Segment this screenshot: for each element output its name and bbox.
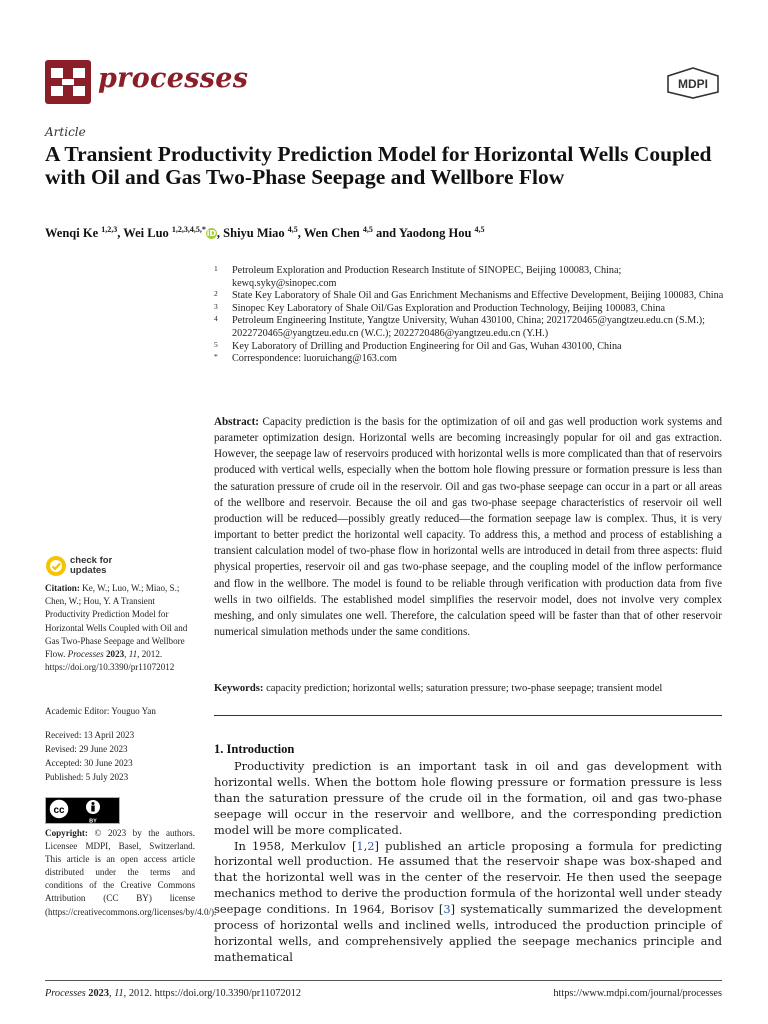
citation-doi[interactable]: , 2012. https://doi.org/10.3390/pr11072012 — [45, 649, 175, 673]
footer-journal: Processes — [45, 988, 86, 999]
affiliation-number: 1 — [214, 264, 218, 273]
citation-year: 2023 — [105, 649, 125, 660]
reference-link[interactable]: 3 — [443, 902, 451, 917]
divider — [214, 715, 722, 716]
affiliation-number: 5 — [214, 339, 218, 349]
affiliation-text: Correspondence: luoruichang@163.com — [232, 353, 397, 365]
affiliation-item — [214, 341, 724, 354]
cc-by-license-icon[interactable] — [45, 797, 120, 824]
section-heading: 1. Introduction — [214, 742, 295, 756]
affiliation-text: State Key Laboratory of Shale Oil and Gas Enrichment Mechanisms and Effective Development, Beijing 100083, China — [232, 290, 724, 302]
orcid-icon[interactable]: iD — [206, 229, 217, 239]
footer-year: 2023 — [88, 988, 109, 999]
citation: Citation: Ke, W.; Luo, W.; Miao, S.; Chen, W.; Hou, Y. A Transient Productivity Prediction Model for Horizontal Wells Coupled with Oil and Gas Two-Phase Seepage and Wellbore Flow. Processes 2023, 11, 2012. https://doi.org/10.3390/pr11072012 — [45, 583, 188, 673]
keywords-label: Keywords: — [214, 683, 264, 694]
abstract-label: Abstract: — [214, 416, 259, 428]
author-affil-sup: 4,5 — [287, 225, 298, 234]
text-run: , — [363, 838, 368, 853]
citation-volume: 11 — [128, 649, 138, 660]
keywords-text: capacity prediction; horizontal wells; saturation pressure; two-phase seepage; transient model — [266, 683, 663, 694]
check-updates-icon — [45, 555, 67, 577]
article-type: Article — [45, 125, 86, 139]
affiliation-text: Key Laboratory of Drilling and Production Engineering for Oil and Gas, Wuhan 430100, China — [232, 340, 622, 352]
mdpi-logo-icon — [666, 67, 720, 99]
affiliation-text: Petroleum Exploration and Production Research Institute of SINOPEC, Beijing 100083, China; kewq.syky@sinopec.com — [232, 265, 622, 289]
copyright-text: © 2023 by the authors. Licensee MDPI, Basel, Switzerland. This article is an open access article distributed under the terms and conditions of the Creative Commons Attribution (CC BY) license (https://creativecommons.org/licenses/by/4.0/). — [45, 828, 217, 917]
correspondence — [214, 353, 724, 366]
author: Wei Luo — [123, 226, 169, 241]
author-affil-sup: 1,2,3,4,5,* — [171, 225, 206, 234]
affiliation-number: 4 — [214, 314, 218, 324]
academic-editor: Academic Editor: Youguo Yan — [45, 706, 156, 716]
citation-text: Ke, W.; Luo, W.; Miao, S.; Chen, W.; Hou, Y. A Transient Productivity Prediction Model for Horizontal Wells Coupled with Oil and Gas Two-Phase Seepage and Wellbore Flow. — [45, 583, 188, 660]
text-run: ] published an article proposing a formula for predicting horizontal well production. He assumed that the reservoir shape was box-shaped and that the horizontal well was in the center of the reservoir. He then used the seepage mechanics method to derive the production formula of the horizontal well under steady seepage conditions. In 1964, Borisov [ — [214, 838, 722, 917]
citation-label: Citation: — [45, 583, 80, 593]
footer-divider — [45, 980, 722, 981]
paper-title: A Transient Productivity Prediction Model for Horizontal Wells Coupled with Oil and Gas Two-Phase Seepage and Wellbore Flow — [45, 142, 712, 189]
affiliation-text: Petroleum Engineering Institute, Yangtze University, Wuhan 430100, China; 2021720465@yangtzeu.edu.cn (S.M.); 2022720465@yangtzeu.edu.cn (W.C.); 2022720486@yangtzeu.edu.cn (Y.H.) — [232, 315, 705, 339]
journal-name: processes — [98, 63, 249, 94]
affiliation-item — [214, 265, 724, 290]
svg-text:cc: cc — [53, 805, 65, 816]
author-affil-sup: 1,2,3 — [101, 225, 118, 234]
affiliation-number: * — [214, 352, 218, 362]
author-list: Wenqi Ke $^{1,2,3}$, Wei Luo $^{1,2,3,4,5,*}$iD, Shiyu Miao $^{4,5}$, Wen Chen $^{4,5}$ and Yaodong Hou $^{4,5}$ — [45, 225, 485, 241]
svg-text:MDPI: MDPI — [678, 77, 708, 91]
paragraph: Productivity prediction is an important task in oil and gas development with horizontal wells. When the bottom hole flowing pressure or formation pressure is less than the saturation pressure of the crude oil in the formation, oil and gas two-phase seepage will occur in the reservoir and wellbore, and the corresponding prediction model will be more complicated. — [214, 759, 722, 837]
author: Wenqi Ke — [45, 226, 99, 241]
reference-link[interactable]: 2 — [367, 838, 375, 853]
date-revised: Revised: 29 June 2023 — [45, 744, 128, 754]
copyright-notice — [45, 827, 217, 919]
date-accepted: Accepted: 30 June 2023 — [45, 758, 133, 768]
author: Shiyu Miao — [223, 226, 285, 241]
affiliation-item — [214, 303, 724, 316]
footer-citation: Processes 2023, 11, 2012. https://doi.org/10.3390/pr11072012 — [45, 988, 302, 999]
check-for-updates-button[interactable] — [45, 555, 140, 579]
keywords — [214, 683, 722, 694]
author: Yaodong Hou — [398, 226, 472, 241]
affiliation-item — [214, 315, 724, 340]
publication-dates — [45, 728, 134, 784]
author: Wen Chen — [303, 226, 360, 241]
affiliations — [214, 265, 724, 366]
affiliation-number: 2 — [214, 289, 218, 299]
footer-volume: 11 — [114, 988, 124, 999]
text-run: ] systematically summarized the development process of horizontal wells and inclined wells, introduced the production principle of horizontal wells, and comprehensively applied the seepage mechanics principle and mathematical — [214, 902, 723, 964]
date-received: Received: 13 April 2023 — [45, 730, 135, 740]
abstract — [214, 414, 722, 640]
text-run: In 1958, Merkulov [ — [234, 838, 357, 853]
svg-text:BY: BY — [89, 818, 97, 824]
abstract-text: Capacity prediction is the basis for the optimization of oil and gas well production work systems and parameter optimization design. Horizontal wells are becoming increasingly popular for oil and gas extraction. However, the seepage law of reservoirs produced with horizontal wells is more complicated than that of reservoirs produced with vertical wells, especially when the bottom hole flowing pressure or formation pressure is less than the saturation pressure of crude oil in the reservoir. Oil and gas two-phase seepage can occur in a part or all areas of the wellbore and reservoir. Because the oil and gas two-phase seepage characteristics of reservoir oil well production will be reduced—possibly greatly reduced—the formation seepage law is complex. Thus, it is very important to better predict the horizontal well capacity. To address this, a method and process of establishing a transient calculation model of two-phase flow in horizontal wells are introduced in detail from three aspects: fluid physical properties, reservoir oil and gas two-phase seepage, and the coupling model of the inflow performance and flow in the wellbore. The model is found to be reliable through verification with production data from five wells in two oilfields. The established model simplifies the reservoir model, does not involve very complex meshing, and only simulates one well. Therefore, the calculation speed will be faster than that of other reservoir numerical simulation methods under the same conditions. — [214, 416, 722, 639]
affiliation-text: Sinopec Key Laboratory of Shale Oil/Gas Exploration and Production Technology, Beijing 100083, China — [232, 302, 666, 314]
journal-logo-icon — [45, 60, 91, 104]
copyright-label: Copyright: — [45, 828, 88, 838]
date-published: Published: 5 July 2023 — [45, 772, 129, 782]
affiliation-number: 3 — [214, 301, 218, 311]
check-updates-label: check for updates — [70, 555, 113, 576]
author-affil-sup: 4,5 — [362, 225, 373, 234]
reference-link[interactable]: 1 — [356, 838, 364, 853]
author-affil-sup: 4,5 — [474, 225, 485, 234]
citation-journal: Processes — [67, 649, 104, 660]
footer-doi-link[interactable]: , 2012. https://doi.org/10.3390/pr11072012 — [123, 988, 302, 999]
introduction-body — [214, 759, 722, 966]
affiliation-item — [214, 290, 724, 303]
paragraph — [214, 839, 722, 966]
footer-journal-url[interactable]: https://www.mdpi.com/journal/processes — [553, 988, 722, 999]
